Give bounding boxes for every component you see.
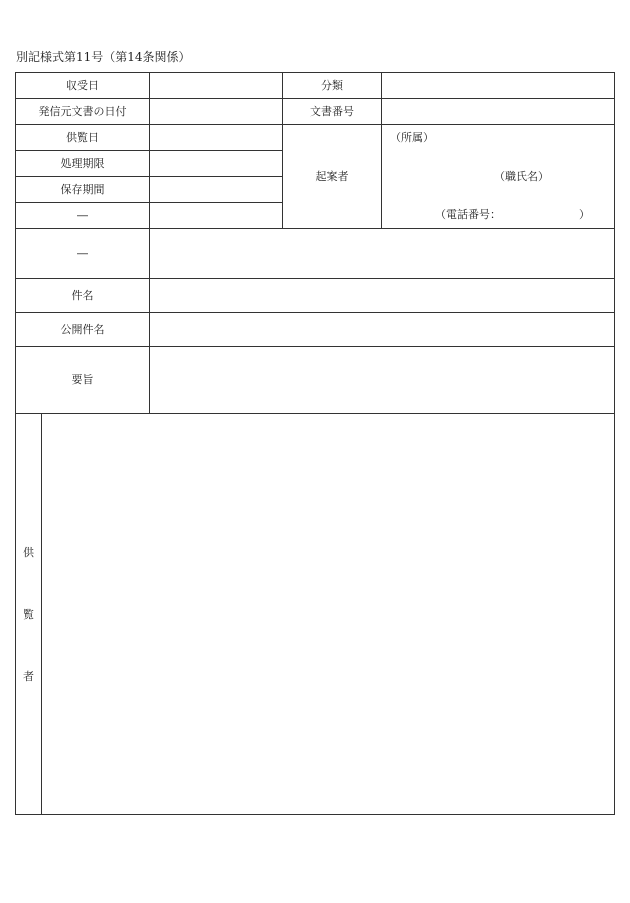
drafter-label: 起案者 bbox=[283, 125, 382, 229]
viewers-label-char-2: 覧 bbox=[23, 608, 34, 621]
subject-field[interactable] bbox=[150, 279, 614, 313]
blank-label-1: ― bbox=[16, 203, 150, 229]
classification-label: 分類 bbox=[283, 73, 382, 99]
blank-field-2[interactable] bbox=[150, 229, 614, 279]
form-table bbox=[15, 72, 615, 815]
viewing-date-field[interactable] bbox=[150, 125, 283, 151]
viewers-label-char-3: 者 bbox=[23, 670, 34, 683]
sender-document-date-field[interactable] bbox=[150, 99, 283, 125]
blank-label-2: ― bbox=[16, 229, 150, 279]
subject-label: 件名 bbox=[16, 279, 150, 313]
blank-field-1[interactable] bbox=[150, 203, 283, 229]
drafter-phone-close: ） bbox=[579, 208, 590, 221]
public-subject-field[interactable] bbox=[150, 313, 614, 347]
summary-label: 要旨 bbox=[16, 347, 150, 414]
processing-deadline-label: 処理期限 bbox=[16, 151, 150, 177]
drafter-field[interactable] bbox=[382, 125, 614, 229]
retention-period-label: 保存期間 bbox=[16, 177, 150, 203]
summary-field[interactable] bbox=[150, 347, 614, 414]
viewers-field[interactable] bbox=[42, 414, 614, 814]
received-date-field[interactable] bbox=[150, 73, 283, 99]
public-subject-label: 公開件名 bbox=[16, 313, 150, 347]
drafter-phone-label: （電話番号： bbox=[435, 208, 501, 221]
viewers-section bbox=[16, 414, 614, 814]
document-number-label: 文書番号 bbox=[283, 99, 382, 125]
retention-period-field[interactable] bbox=[150, 177, 283, 203]
drafter-job-name: （職氏名） bbox=[494, 170, 549, 183]
viewing-date-label: 供覧日 bbox=[16, 125, 150, 151]
received-date-label: 収受日 bbox=[16, 73, 150, 99]
viewers-label bbox=[16, 414, 42, 814]
processing-deadline-field[interactable] bbox=[150, 151, 283, 177]
sender-document-date-label: 発信元文書の日付 bbox=[16, 99, 150, 125]
drafter-affiliation: （所属） bbox=[390, 131, 434, 144]
classification-field[interactable] bbox=[382, 73, 614, 99]
document-number-field[interactable] bbox=[382, 99, 614, 125]
document-title: 別記様式第11号（第14条関係） bbox=[16, 50, 191, 64]
viewers-label-char-1: 供 bbox=[23, 546, 34, 559]
